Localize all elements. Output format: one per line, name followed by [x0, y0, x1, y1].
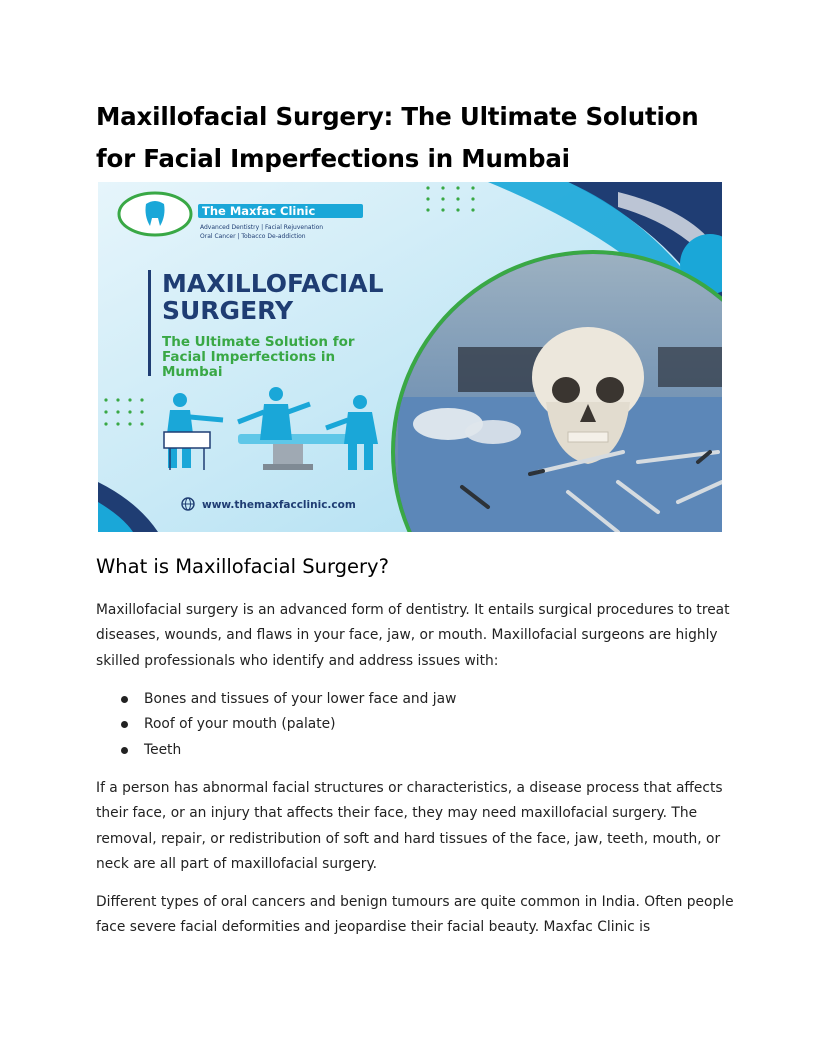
- website-url: www.themaxfacclinic.com: [202, 499, 356, 511]
- brand-tagline-1: Advanced Dentistry | Facial Rejuvenation: [200, 224, 324, 231]
- headline-bar: [148, 270, 151, 376]
- page-title: Maxillofacial Surgery: The Ultimate Solution for Facial Imperfections in Mumbai: [96, 102, 699, 173]
- banner-subhead-3: Mumbai: [162, 364, 223, 380]
- paragraph-intro: Maxillofacial surgery is an advanced form of dentistry. It entails surgical procedures to treat diseases, wounds, and flaws in your face, jaw, or mouth. Maxillofacial surgeons are highly skilled professionals who identify and address issues with:: [96, 602, 730, 669]
- banner-subhead-2: Facial Imperfections in: [162, 349, 336, 365]
- banner-headline-2: SURGERY: [162, 296, 294, 325]
- brand-name: The Maxfac Clinic: [202, 204, 316, 218]
- list-item-text: Roof of your mouth (palate): [144, 716, 336, 733]
- banner-headline-1: MAXILLOFACIAL: [162, 269, 384, 298]
- list-item: [96, 687, 456, 712]
- banner-image: [98, 182, 722, 532]
- paragraph-cancers: Different types of oral cancers and benign tumours are quite common in India. Often people face severe facial deformities and jeopardise their facial beauty. Maxfac Clinic is: [96, 894, 734, 936]
- section-heading: What is Maxillofacial Surgery?: [96, 555, 389, 578]
- list-item: [96, 738, 456, 763]
- brand-tagline-2: Oral Cancer | Tobacco De-addiction: [200, 233, 306, 240]
- list-item-text: Teeth: [144, 741, 182, 758]
- bullet-icon: [121, 747, 128, 754]
- bullet-list: [96, 687, 456, 763]
- list-item-text: Bones and tissues of your lower face and jaw: [144, 691, 457, 707]
- bullet-icon: [121, 721, 128, 728]
- banner-subhead-1: The Ultimate Solution for: [162, 334, 355, 350]
- paragraph-need: If a person has abnormal facial structures or characteristics, a disease process that affects their face, or an injury that affects their face, they may need maxillofacial surgery. The removal, repair, or redistribution of soft and hard tissues of the face, jaw, teeth, mouth, or neck are all part of maxillofacial surgery.: [96, 780, 723, 872]
- bullet-icon: [121, 696, 128, 703]
- list-item: [96, 712, 456, 737]
